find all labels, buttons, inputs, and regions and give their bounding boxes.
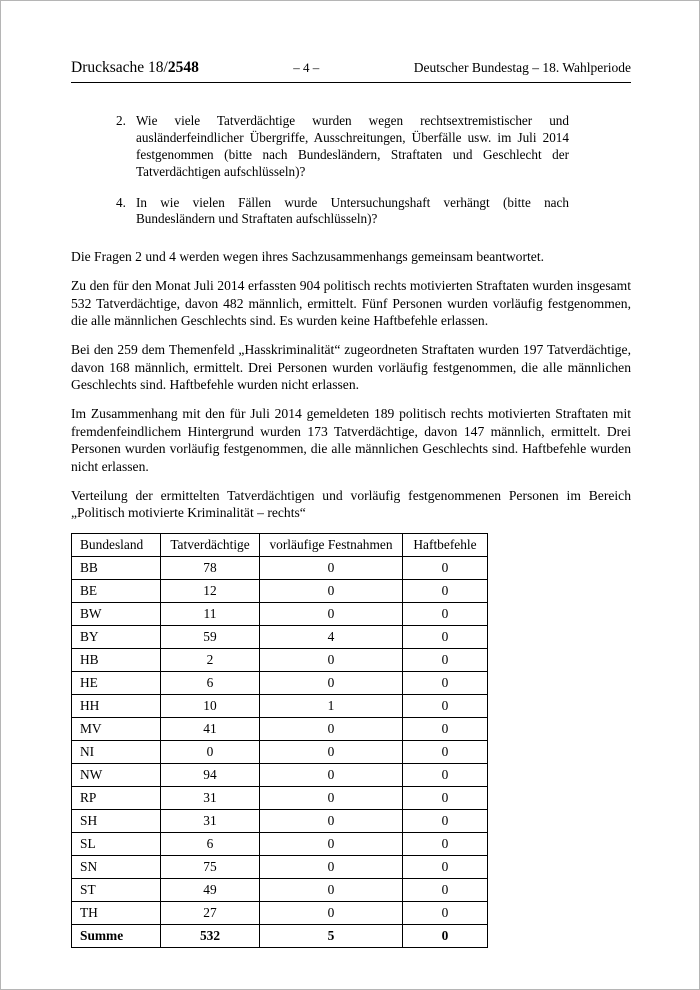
value-cell: 0 <box>403 649 488 672</box>
value-cell: 0 <box>260 764 403 787</box>
bundesland-cell: BW <box>72 603 161 626</box>
value-cell: 0 <box>260 718 403 741</box>
table-row <box>72 833 488 856</box>
column-header-festnahmen: vorläufige Festnahmen <box>260 534 403 557</box>
bundesland-cell: HE <box>72 672 161 695</box>
value-cell: 78 <box>161 557 260 580</box>
value-cell: 0 <box>403 695 488 718</box>
table-row <box>72 856 488 879</box>
drucksache-number: 2548 <box>167 59 199 76</box>
value-cell: 12 <box>161 580 260 603</box>
question-item-4 <box>116 195 569 229</box>
column-header-haftbefehle: Haftbefehle <box>403 534 488 557</box>
bundesland-cell: NW <box>72 764 161 787</box>
table-row <box>72 741 488 764</box>
table-row <box>72 580 488 603</box>
table-row <box>72 603 488 626</box>
value-cell: 0 <box>403 879 488 902</box>
bundesland-cell: HH <box>72 695 161 718</box>
table-row <box>72 626 488 649</box>
bundesland-cell: BE <box>72 580 161 603</box>
value-cell: 0 <box>403 672 488 695</box>
value-cell: 31 <box>161 810 260 833</box>
bundesland-cell: BY <box>72 626 161 649</box>
value-cell: 49 <box>161 879 260 902</box>
value-cell: 75 <box>161 856 260 879</box>
table-caption: Verteilung der ermittelten Tatverdächtigen und vorläufig festgenommenen Personen im Bereich „Politisch motivierte Kriminalität – rechts“ <box>71 487 631 521</box>
paragraph-intro: Die Fragen 2 und 4 werden wegen ihres Sachzusammenhangs gemeinsam beantwortet. <box>71 249 544 265</box>
value-cell: 0 <box>260 787 403 810</box>
value-cell: 0 <box>403 626 488 649</box>
value-cell: 0 <box>260 603 403 626</box>
value-cell: 0 <box>260 741 403 764</box>
value-cell: 0 <box>403 557 488 580</box>
value-cell: 0 <box>403 810 488 833</box>
value-cell: 4 <box>260 626 403 649</box>
table-row <box>72 787 488 810</box>
question-list <box>71 113 631 228</box>
value-cell: 31 <box>161 787 260 810</box>
value-cell: 0 <box>403 856 488 879</box>
value-cell: 1 <box>260 695 403 718</box>
value-cell: 94 <box>161 764 260 787</box>
question-text: In wie vielen Fällen wurde Untersuchungshaft verhängt (bitte nach Bundesländern und Straftaten aufschlüsseln)? <box>136 194 569 227</box>
table-head <box>72 534 488 557</box>
question-text: Wie viele Tatverdächtige wurden wegen rechtsextremistischer und ausländerfeindlicher Übergriffe, Ausschreitungen, Überfälle usw. im Juli 2014 festgenommen (bitte nach Bundesländern, Straftaten und Geschlecht der Tatverdächtigen aufschlüsseln)? <box>136 113 569 179</box>
paragraph-hasskriminalitaet: Bei den 259 dem Themenfeld „Hasskriminalität“ zugeordneten Straftaten wurden 197 Tatverdächtige, davon 168 männlich, ermittelt. Drei Personen wurden vorläufig festgenommen, die alle männlichen Geschlechts sind. Haftbefehle wurden nicht erlassen. <box>71 342 631 393</box>
table-row <box>72 649 488 672</box>
table-row <box>72 902 488 925</box>
table-row <box>72 695 488 718</box>
table-row <box>72 879 488 902</box>
table-row <box>72 718 488 741</box>
value-cell: 0 <box>403 787 488 810</box>
bundesland-cell: ST <box>72 879 161 902</box>
bundesland-cell: SH <box>72 810 161 833</box>
bundesland-cell: Summe <box>72 925 161 948</box>
value-cell: 41 <box>161 718 260 741</box>
answer-section <box>71 248 631 522</box>
value-cell: 532 <box>161 925 260 948</box>
table-row <box>72 810 488 833</box>
page-number: – 4 – <box>293 60 320 75</box>
table-row <box>72 557 488 580</box>
paragraph-pmk-rechts: Zu den für den Monat Juli 2014 erfassten 904 politisch rechts motivierten Straftaten wurden insgesamt 532 Tatverdächtige, davon 482 männlich, ermittelt. Fünf Personen wurden vorläufig festgenommen, die alle männlichen Geschlechts sind. Es wurden keine Haftbefehle erlassen. <box>71 278 631 329</box>
bundesland-cell: TH <box>72 902 161 925</box>
question-number: 2. <box>116 113 126 128</box>
value-cell: 59 <box>161 626 260 649</box>
bundesland-cell: SL <box>72 833 161 856</box>
page-header <box>71 59 631 83</box>
bundesland-cell: SN <box>72 856 161 879</box>
table-header-row <box>72 534 488 557</box>
column-header-tatverdaechtige: Tatverdächtige <box>161 534 260 557</box>
value-cell: 0 <box>260 580 403 603</box>
paragraph-fremdenfeindlich: Im Zusammenhang mit den für Juli 2014 gemeldeten 189 politisch rechts motivierten Straftaten mit fremdenfeindlichem Hintergrund wurden 173 Tatverdächtige, davon 147 männlich, ermittelt. Drei Personen wurden vorläufig festgenommen, die alle männlichen Geschlechts sind. Haftbefehle wurden nicht erlassen. <box>71 406 631 475</box>
question-item-2 <box>116 113 569 181</box>
value-cell: 0 <box>260 649 403 672</box>
value-cell: 0 <box>403 925 488 948</box>
value-cell: 0 <box>260 879 403 902</box>
value-cell: 0 <box>161 741 260 764</box>
value-cell: 0 <box>403 833 488 856</box>
table-row <box>72 764 488 787</box>
value-cell: 0 <box>403 718 488 741</box>
value-cell: 11 <box>161 603 260 626</box>
value-cell: 6 <box>161 833 260 856</box>
table-summary-row <box>72 925 488 948</box>
value-cell: 0 <box>403 764 488 787</box>
question-number: 4. <box>116 194 126 210</box>
value-cell: 0 <box>260 856 403 879</box>
table-body <box>72 557 488 948</box>
bundesland-cell: NI <box>72 741 161 764</box>
value-cell: 0 <box>403 741 488 764</box>
bundeslaender-table <box>71 533 488 948</box>
value-cell: 0 <box>260 810 403 833</box>
header-right-title: Deutscher Bundestag – 18. Wahlperiode <box>413 60 631 75</box>
value-cell: 10 <box>161 695 260 718</box>
drucksache-label <box>71 59 199 77</box>
value-cell: 0 <box>403 580 488 603</box>
value-cell: 2 <box>161 649 260 672</box>
value-cell: 0 <box>403 603 488 626</box>
value-cell: 0 <box>403 902 488 925</box>
value-cell: 0 <box>260 672 403 695</box>
drucksache-prefix: Drucksache 18/ <box>71 59 168 76</box>
value-cell: 0 <box>260 833 403 856</box>
bundesland-cell: BB <box>72 557 161 580</box>
bundesland-cell: RP <box>72 787 161 810</box>
column-header-bundesland: Bundesland <box>72 534 161 557</box>
value-cell: 0 <box>260 902 403 925</box>
table-row <box>72 672 488 695</box>
value-cell: 5 <box>260 925 403 948</box>
bundesland-cell: HB <box>72 649 161 672</box>
bundesland-cell: MV <box>72 718 161 741</box>
value-cell: 27 <box>161 902 260 925</box>
value-cell: 0 <box>260 557 403 580</box>
value-cell: 6 <box>161 672 260 695</box>
